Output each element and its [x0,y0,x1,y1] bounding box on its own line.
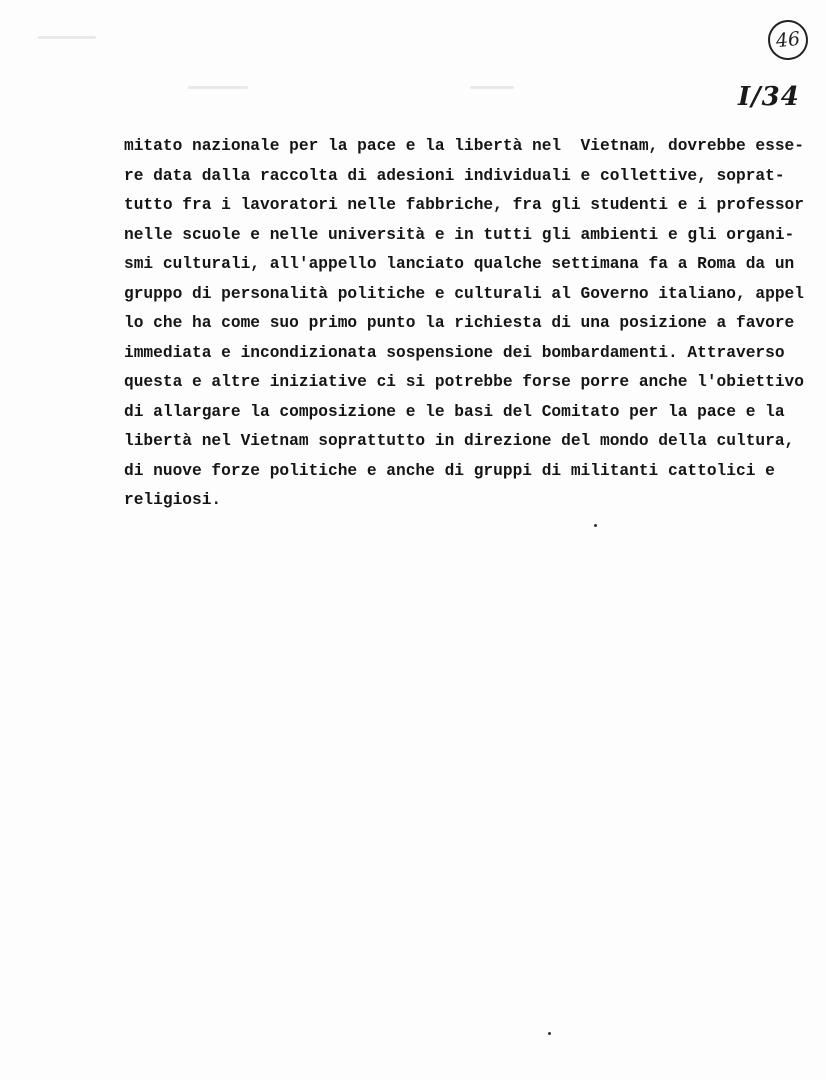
body-paragraph [124,132,824,516]
text-line: libertà nel Vietnam soprattutto in direzione del mondo della cultura, [124,432,795,450]
text-line: gruppo di personalità politiche e culturali al Governo italiano, appel [124,284,804,303]
text-line: immediata e incondizionata sospensione dei bombardamenti. Attraverso [124,343,785,362]
text-line: nelle scuole e nelle università e in tutti gli ambienti e gli organi- [124,225,795,244]
text-line: di nuove forze politiche e anche di gruppi di militanti cattolici e [124,461,775,480]
text-line: smi culturali, all'appello lanciato qualche settimana fa a Roma da un [124,255,795,273]
page-number: 46 [774,27,802,53]
text-line: questa e altre iniziative ci si potrebbe forse porre anche l'obiettivo [124,373,804,391]
text-line: tutto fra i lavoratori nelle fabbriche, fra gli studenti e i professor [124,196,804,214]
scan-smudge [188,86,248,89]
sheet-reference: I/34 [738,82,800,112]
scan-smudge [38,36,96,39]
text-line: mitato nazionale per la pace e la libertà nel Vietnam, dovrebbe esse- [124,137,804,155]
text-line: di allargare la composizione e le basi del Comitato per la pace e la [124,402,785,421]
text-line: re data dalla raccolta di adesioni individuali e collettive, soprat- [124,166,785,185]
text-line: lo che ha come suo primo punto la richiesta di una posizione a favore [124,314,795,332]
scan-smudge [470,86,514,89]
text-line: religiosi. [124,491,222,509]
scan-speck [594,524,597,527]
page-number-stamp [766,18,810,62]
scan-speck [548,1032,551,1035]
